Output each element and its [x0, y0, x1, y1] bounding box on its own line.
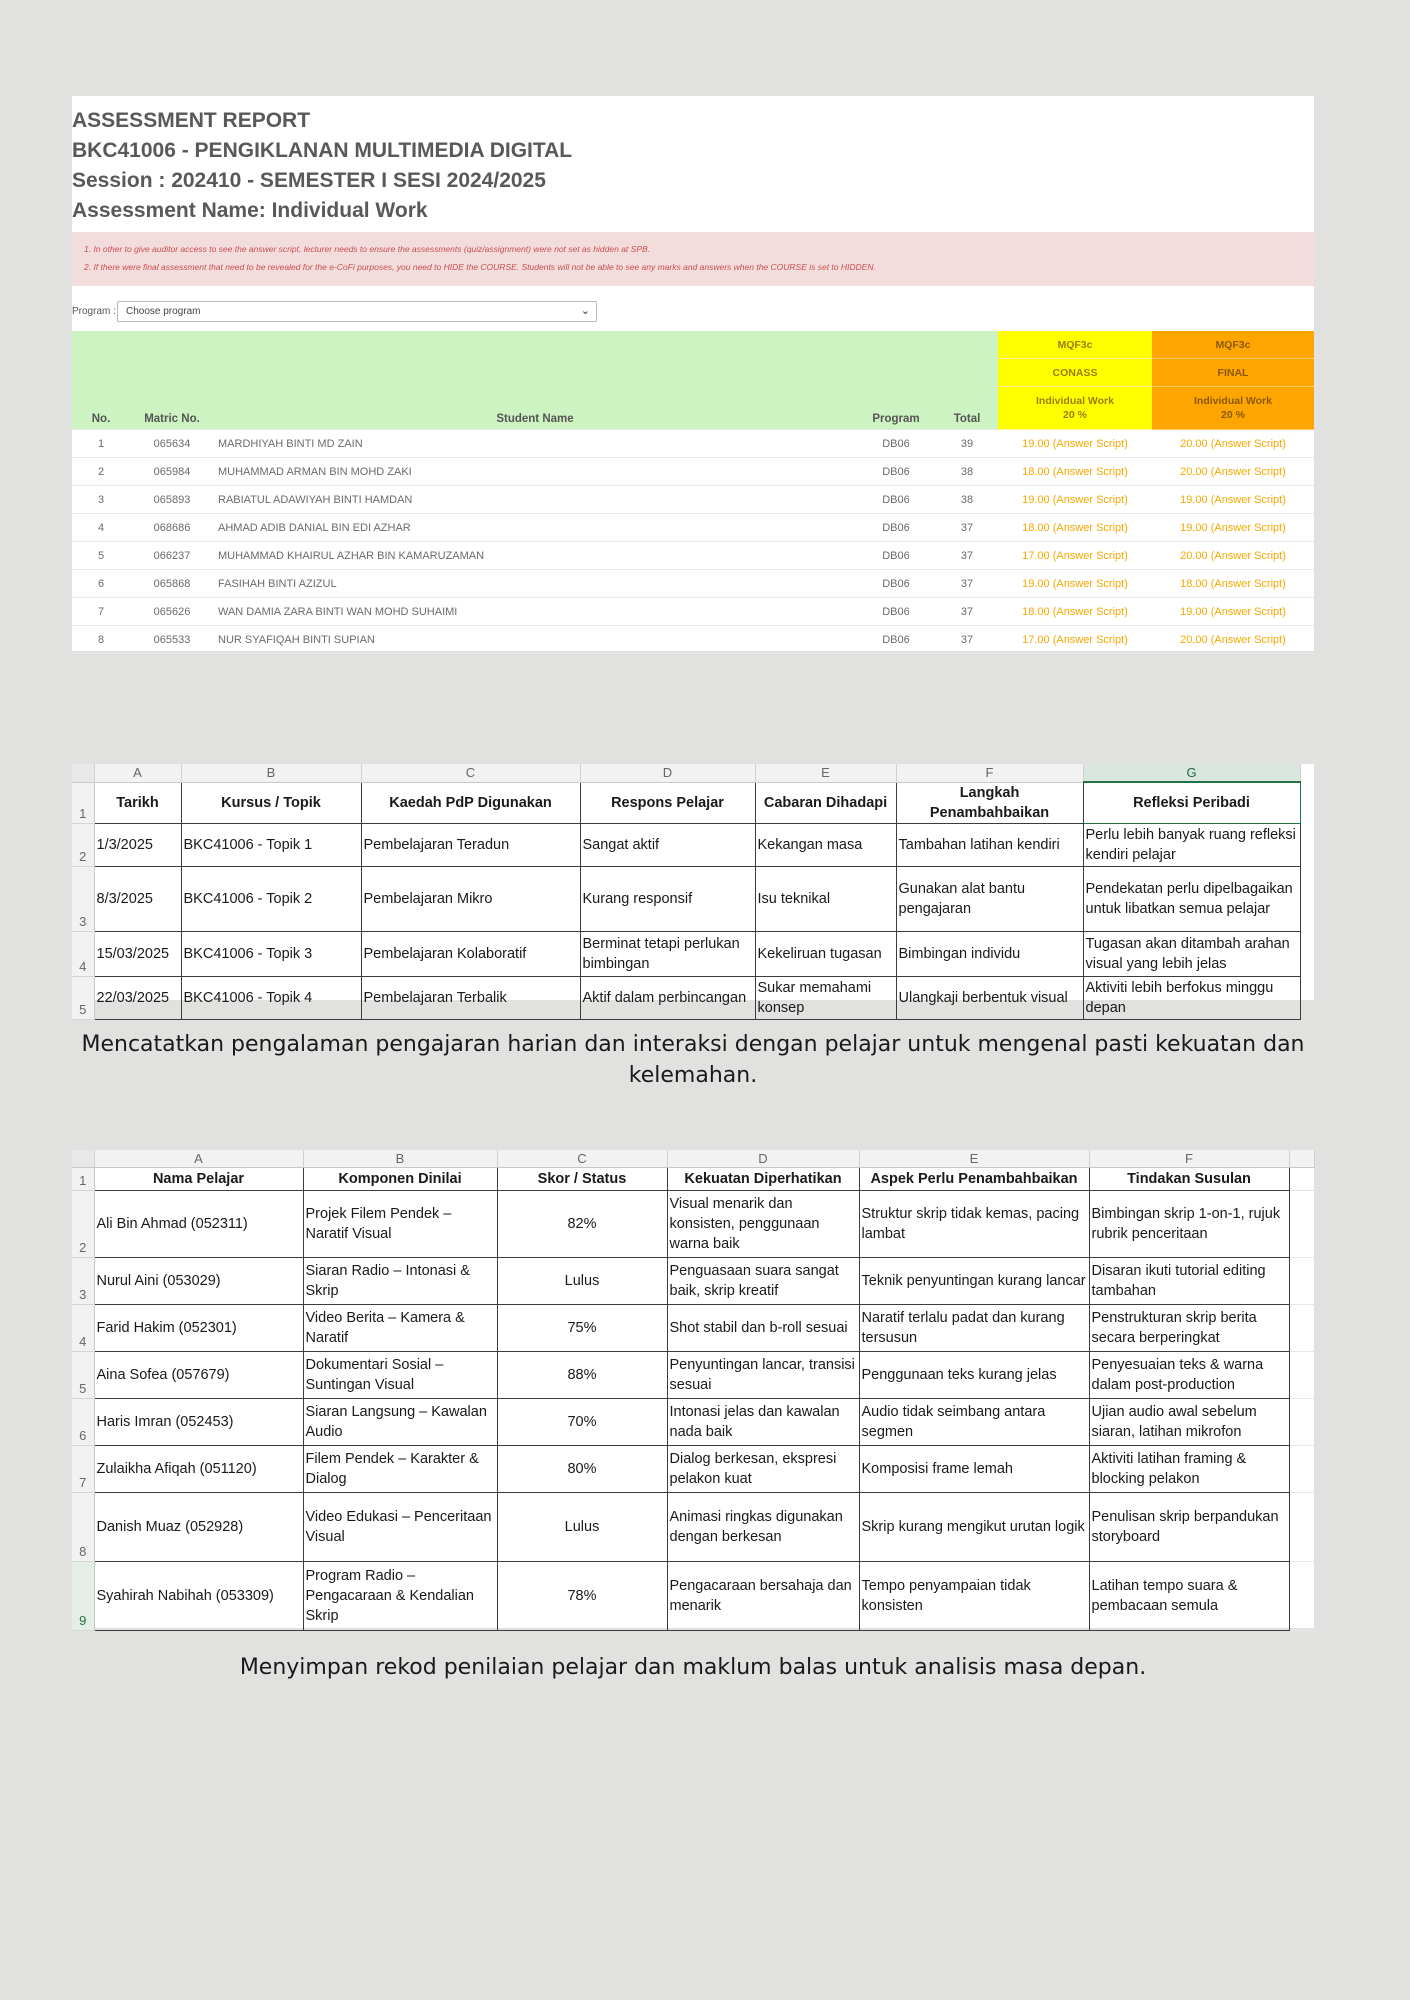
- table-cell[interactable]: Lulus: [497, 1258, 667, 1305]
- row-number: 8: [72, 626, 130, 654]
- answer-script-link[interactable]: 19.00 (Answer Script): [1022, 437, 1128, 450]
- column-letter[interactable]: D: [667, 1150, 859, 1168]
- header-name-label: Student Name: [496, 413, 574, 425]
- program-label: Program :: [72, 306, 116, 317]
- column-header[interactable]: Kursus / Topik: [181, 782, 361, 823]
- column-letter[interactable]: D: [580, 764, 755, 782]
- student-name: AHMAD ADIB DANIAL BIN EDI AZHAR: [214, 514, 856, 542]
- header-pct: 20 %: [1221, 409, 1245, 421]
- score-row: [72, 458, 1314, 486]
- answer-script-link[interactable]: 20.00 (Answer Script): [1180, 465, 1286, 478]
- report-title: ASSESSMENT REPORT: [72, 109, 311, 132]
- answer-script-link[interactable]: 20.00 (Answer Script): [1180, 633, 1286, 646]
- student-name: RABIATUL ADAWIYAH BINTI HAMDAN: [214, 486, 856, 514]
- conass-score: [998, 430, 1152, 458]
- table-cell[interactable]: Perlu lebih banyak ruang refleksi kendiri pelajar: [1083, 823, 1300, 866]
- column-header[interactable]: Langkah Penambahbaikan: [896, 782, 1083, 823]
- table-cell[interactable]: Pengacaraan bersahaja dan menarik: [667, 1562, 859, 1631]
- header-program-label: Program: [872, 413, 920, 425]
- row-number[interactable]: 2: [72, 1191, 94, 1258]
- student-name: MARDHIYAH BINTI MD ZAIN: [214, 430, 856, 458]
- table-cell[interactable]: Pembelajaran Mikro: [361, 866, 580, 931]
- answer-script-link[interactable]: 17.00 (Answer Script): [1022, 549, 1128, 562]
- column-header[interactable]: Aspek Perlu Penambahbaikan: [859, 1168, 1089, 1191]
- table-cell[interactable]: Pembelajaran Kolaboratif: [361, 931, 580, 976]
- column-letter[interactable]: F: [1089, 1150, 1289, 1168]
- table-cell[interactable]: Naratif terlalu padat dan kurang tersusun: [859, 1305, 1089, 1352]
- total-score: 37: [936, 570, 998, 598]
- table-cell[interactable]: Aktiviti latihan framing & blocking pelakon: [1089, 1446, 1289, 1493]
- session-title: Session : 202410 - SEMESTER I SESI 2024/2025: [72, 169, 546, 192]
- header-total-label: Total: [953, 413, 981, 425]
- notice-line: 1. In other to give auditor access to see the answer script, lecturer needs to ensure the assessments (quiz/assignment) were not set as hidden at SPB.: [84, 244, 651, 254]
- data-row: [72, 976, 1300, 1019]
- table-cell[interactable]: Syahirah Nabihah (053309): [94, 1562, 303, 1631]
- header-individual-work-conass: [998, 387, 1152, 430]
- student-name: FASIHAH BINTI AZIZUL: [214, 570, 856, 598]
- answer-script-link[interactable]: 18.00 (Answer Script): [1022, 465, 1128, 478]
- column-letter[interactable]: C: [361, 764, 580, 782]
- header-conass: CONASS: [998, 359, 1152, 387]
- empty-cell[interactable]: [1289, 1352, 1314, 1399]
- student-name: NUR SYAFIQAH BINTI SUPIAN: [214, 626, 856, 654]
- row-number[interactable]: 8: [72, 1493, 94, 1562]
- header-no: [72, 331, 130, 430]
- empty-cell[interactable]: [1289, 1399, 1314, 1446]
- table-cell[interactable]: Pembelajaran Terbalik: [361, 976, 580, 1019]
- table-cell[interactable]: Nurul Aini (053029): [94, 1258, 303, 1305]
- data-row: [72, 1446, 1314, 1493]
- matric-number: 065634: [130, 430, 214, 458]
- table-cell[interactable]: Filem Pendek – Karakter & Dialog: [303, 1446, 497, 1493]
- matric-number: 065984: [130, 458, 214, 486]
- matric-number: 065868: [130, 570, 214, 598]
- row-number: 7: [72, 598, 130, 626]
- notice-line: 2. If there were final assessment that need to be revealed for the e-CoFi purposes, you need to HIDE the COURSE. Students will not be able to see any marks and answers when the COURSE is set to HIDDEN.: [84, 262, 876, 272]
- column-header-row: [72, 764, 1300, 782]
- empty-cell[interactable]: [1289, 1258, 1314, 1305]
- final-score: [1152, 570, 1314, 598]
- answer-script-link[interactable]: 20.00 (Answer Script): [1180, 549, 1286, 562]
- assessment-report: [72, 96, 1314, 651]
- final-score: [1152, 598, 1314, 626]
- program-select[interactable]: [117, 301, 597, 322]
- column-header[interactable]: Respons Pelajar: [580, 782, 755, 823]
- empty-cell[interactable]: [1289, 1562, 1314, 1631]
- table-cell[interactable]: Kekangan masa: [755, 823, 896, 866]
- score-row: [72, 514, 1314, 542]
- score-row: [72, 486, 1314, 514]
- table-cell[interactable]: Dialog berkesan, ekspresi pelakon kuat: [667, 1446, 859, 1493]
- table-cell[interactable]: Penstrukturan skrip berita secara berperingkat: [1089, 1305, 1289, 1352]
- table-cell[interactable]: Ulangkaji berbentuk visual: [896, 976, 1083, 1019]
- row-number: 3: [72, 486, 130, 514]
- program-code: DB06: [856, 458, 936, 486]
- total-score: 38: [936, 458, 998, 486]
- caption-reflection: Mencatatkan pengalaman pengajaran harian dan interaksi dengan pelajar untuk mengenal pasti kekuatan dan kelemahan.: [81, 1032, 1305, 1088]
- empty-cell[interactable]: [1289, 1191, 1314, 1258]
- table-cell[interactable]: Bimbingan individu: [896, 931, 1083, 976]
- course-title: BKC41006 - PENGIKLANAN MULTIMEDIA DIGITAL: [72, 139, 573, 162]
- answer-script-link[interactable]: 18.00 (Answer Script): [1022, 521, 1128, 534]
- select-all-corner[interactable]: [72, 1150, 94, 1168]
- table-cell[interactable]: Penyesuaian teks & warna dalam post-production: [1089, 1352, 1289, 1399]
- total-score: 38: [936, 486, 998, 514]
- table-cell[interactable]: Pendekatan perlu dipelbagaikan untuk libatkan semua pelajar: [1083, 866, 1300, 931]
- data-row: [72, 1493, 1314, 1562]
- program-code: DB06: [856, 430, 936, 458]
- data-row: [72, 1352, 1314, 1399]
- program-code: DB06: [856, 514, 936, 542]
- table-cell[interactable]: Visual menarik dan konsisten, penggunaan warna baik: [667, 1191, 859, 1258]
- row-number[interactable]: 4: [72, 931, 94, 976]
- table-cell[interactable]: Dokumentari Sosial – Suntingan Visual: [303, 1352, 497, 1399]
- reflection-rows: [72, 764, 1300, 1019]
- empty-cell[interactable]: [1289, 1493, 1314, 1562]
- final-score: [1152, 486, 1314, 514]
- table-cell[interactable]: Pembelajaran Teradun: [361, 823, 580, 866]
- evaluation-sheet: [72, 1150, 1314, 1628]
- student-name: MUHAMMAD KHAIRUL AZHAR BIN KAMARUZAMAN: [214, 542, 856, 570]
- row-number[interactable]: 5: [72, 1352, 94, 1399]
- table-cell[interactable]: 82%: [497, 1191, 667, 1258]
- row-number[interactable]: 4: [72, 1305, 94, 1352]
- program-select-value: Choose program: [126, 306, 201, 317]
- column-header[interactable]: Cabaran Dihadapi: [755, 782, 896, 823]
- table-cell[interactable]: 15/03/2025: [94, 931, 181, 976]
- evaluation-table: [72, 1150, 1315, 1631]
- answer-script-link[interactable]: 19.00 (Answer Script): [1022, 493, 1128, 506]
- total-score: 39: [936, 430, 998, 458]
- table-cell[interactable]: Audio tidak seimbang antara segmen: [859, 1399, 1089, 1446]
- table-cell[interactable]: Lulus: [497, 1493, 667, 1562]
- table-cell[interactable]: Penyuntingan lancar, transisi sesuai: [667, 1352, 859, 1399]
- table-cell[interactable]: Program Radio – Pengacaraan & Kendalian Skrip: [303, 1562, 497, 1631]
- matric-number: 066237: [130, 542, 214, 570]
- answer-script-link[interactable]: 18.00 (Answer Script): [1022, 605, 1128, 618]
- column-letter[interactable]: C: [497, 1150, 667, 1168]
- row-number[interactable]: 3: [72, 1258, 94, 1305]
- conass-score: [998, 598, 1152, 626]
- table-cell[interactable]: BKC41006 - Topik 1: [181, 823, 361, 866]
- table-cell[interactable]: Komposisi frame lemah: [859, 1446, 1089, 1493]
- score-table: [72, 331, 1314, 654]
- score-row: [72, 542, 1314, 570]
- header-pct: 20 %: [1063, 409, 1087, 421]
- program-code: DB06: [856, 598, 936, 626]
- header-no-label: No.: [91, 413, 111, 425]
- table-cell[interactable]: BKC41006 - Topik 2: [181, 866, 361, 931]
- column-header[interactable]: Tindakan Susulan: [1089, 1168, 1289, 1191]
- table-cell[interactable]: Kurang responsif: [580, 866, 755, 931]
- header-title: Individual Work: [1036, 395, 1114, 407]
- table-cell[interactable]: Isu teknikal: [755, 866, 896, 931]
- program-code: DB06: [856, 486, 936, 514]
- table-cell[interactable]: 22/03/2025: [94, 976, 181, 1019]
- notice-box: [72, 232, 1314, 286]
- table-cell[interactable]: Aktiviti lebih berfokus minggu depan: [1083, 976, 1300, 1019]
- column-letter-empty[interactable]: [1289, 1150, 1314, 1168]
- header-program: [856, 331, 936, 430]
- conass-score: [998, 486, 1152, 514]
- column-letter[interactable]: E: [755, 764, 896, 782]
- score-row: [72, 430, 1314, 458]
- table-cell[interactable]: Disaran ikuti tutorial editing tambahan: [1089, 1258, 1289, 1305]
- header-final: FINAL: [1152, 359, 1314, 387]
- final-score: [1152, 542, 1314, 570]
- table-cell[interactable]: Video Berita – Kamera & Naratif: [303, 1305, 497, 1352]
- table-cell[interactable]: Penggunaan teks kurang jelas: [859, 1352, 1089, 1399]
- column-letter[interactable]: F: [896, 764, 1083, 782]
- data-row: [72, 1562, 1314, 1631]
- row-number[interactable]: 5: [72, 976, 94, 1019]
- column-header[interactable]: Nama Pelajar: [94, 1168, 303, 1191]
- table-cell[interactable]: Skrip kurang mengikut urutan logik: [859, 1493, 1089, 1562]
- report-header: [72, 106, 572, 226]
- reflection-table: [72, 764, 1301, 1020]
- table-cell[interactable]: 1/3/2025: [94, 823, 181, 866]
- table-cell[interactable]: Berminat tetapi perlukan bimbingan: [580, 931, 755, 976]
- column-letter[interactable]: G: [1083, 764, 1300, 782]
- conass-score: [998, 514, 1152, 542]
- answer-script-link[interactable]: 19.00 (Answer Script): [1180, 521, 1286, 534]
- total-score: 37: [936, 598, 998, 626]
- data-row: [72, 866, 1300, 931]
- table-cell[interactable]: 78%: [497, 1562, 667, 1631]
- score-row: [72, 626, 1314, 654]
- table-cell[interactable]: Kekeliruan tugasan: [755, 931, 896, 976]
- row-number[interactable]: 6: [72, 1399, 94, 1446]
- column-header[interactable]: Skor / Status: [497, 1168, 667, 1191]
- score-rows: [72, 430, 1314, 654]
- answer-script-link[interactable]: 17.00 (Answer Script): [1022, 633, 1128, 646]
- table-cell[interactable]: 88%: [497, 1352, 667, 1399]
- table-cell[interactable]: Ujian audio awal sebelum siaran, latihan mikrofon: [1089, 1399, 1289, 1446]
- header-matric-label: Matric No.: [144, 413, 200, 425]
- final-score: [1152, 514, 1314, 542]
- header-total: [936, 331, 998, 430]
- empty-cell[interactable]: [1289, 1305, 1314, 1352]
- reflection-sheet: [72, 764, 1314, 1017]
- row-number: 2: [72, 458, 130, 486]
- row-number[interactable]: 2: [72, 823, 94, 866]
- header-title: Individual Work: [1194, 395, 1272, 407]
- header-student-name: [214, 331, 856, 430]
- column-letter[interactable]: E: [859, 1150, 1089, 1168]
- column-letter[interactable]: A: [94, 1150, 303, 1168]
- score-row: [72, 570, 1314, 598]
- table-cell[interactable]: Farid Hakim (052301): [94, 1305, 303, 1352]
- column-header[interactable]: Refleksi Peribadi: [1083, 782, 1300, 823]
- answer-script-link[interactable]: 20.00 (Answer Script): [1180, 437, 1286, 450]
- table-cell[interactable]: Zulaikha Afiqah (051120): [94, 1446, 303, 1493]
- table-cell[interactable]: Siaran Radio – Intonasi & Skrip: [303, 1258, 497, 1305]
- header-individual-work-final: [1152, 387, 1314, 430]
- matric-number: 065893: [130, 486, 214, 514]
- row-number[interactable]: 1: [72, 1168, 94, 1191]
- empty-cell[interactable]: [1289, 1168, 1314, 1191]
- table-cell[interactable]: Teknik penyuntingan kurang lancar: [859, 1258, 1089, 1305]
- table-cell[interactable]: 75%: [497, 1305, 667, 1352]
- table-cell[interactable]: BKC41006 - Topik 3: [181, 931, 361, 976]
- data-row: [72, 931, 1300, 976]
- row-number: 5: [72, 542, 130, 570]
- student-name: MUHAMMAD ARMAN BIN MOHD ZAKI: [214, 458, 856, 486]
- table-cell[interactable]: Sangat aktif: [580, 823, 755, 866]
- table-cell[interactable]: BKC41006 - Topik 4: [181, 976, 361, 1019]
- table-cell[interactable]: 8/3/2025: [94, 866, 181, 931]
- table-cell[interactable]: Intonasi jelas dan kawalan nada baik: [667, 1399, 859, 1446]
- total-score: 37: [936, 514, 998, 542]
- row-number: 1: [72, 430, 130, 458]
- table-cell[interactable]: Aina Sofea (057679): [94, 1352, 303, 1399]
- column-header[interactable]: Tarikh: [94, 782, 181, 823]
- table-cell[interactable]: Ali Bin Ahmad (052311): [94, 1191, 303, 1258]
- table-cell[interactable]: Penguasaan suara sangat baik, skrip kreatif: [667, 1258, 859, 1305]
- matric-number: 065626: [130, 598, 214, 626]
- column-header-row: [72, 1150, 1314, 1168]
- empty-cell[interactable]: [1289, 1446, 1314, 1493]
- table-cell[interactable]: 70%: [497, 1399, 667, 1446]
- total-score: 37: [936, 542, 998, 570]
- row-number: 4: [72, 514, 130, 542]
- header-mqf-final: MQF3c: [1152, 331, 1314, 359]
- conass-score: [998, 570, 1152, 598]
- program-code: DB06: [856, 542, 936, 570]
- header-mqf-conass: MQF3c: [998, 331, 1152, 359]
- column-letter[interactable]: A: [94, 764, 181, 782]
- assessment-name: Assessment Name: Individual Work: [72, 199, 428, 222]
- table-cell[interactable]: Haris Imran (052453): [94, 1399, 303, 1446]
- table-cell[interactable]: Bimbingan skrip 1-on-1, rujuk rubrik penceritaan: [1089, 1191, 1289, 1258]
- header-row: [72, 782, 1300, 823]
- select-all-corner[interactable]: [72, 764, 94, 782]
- final-score: [1152, 458, 1314, 486]
- row-number[interactable]: 7: [72, 1446, 94, 1493]
- answer-script-link[interactable]: 19.00 (Answer Script): [1180, 605, 1286, 618]
- table-cell[interactable]: Latihan tempo suara & pembacaan semula: [1089, 1562, 1289, 1631]
- table-cell[interactable]: Video Edukasi – Penceritaan Visual: [303, 1493, 497, 1562]
- table-cell[interactable]: Sukar memahami konsep: [755, 976, 896, 1019]
- table-cell[interactable]: Gunakan alat bantu pengajaran: [896, 866, 1083, 931]
- table-cell[interactable]: Aktif dalam perbincangan: [580, 976, 755, 1019]
- table-cell[interactable]: Struktur skrip tidak kemas, pacing lambat: [859, 1191, 1089, 1258]
- final-score: [1152, 626, 1314, 654]
- row-number[interactable]: 3: [72, 866, 94, 931]
- data-row: [72, 1191, 1314, 1258]
- matric-number: 065533: [130, 626, 214, 654]
- row-number[interactable]: 1: [72, 782, 94, 823]
- table-cell[interactable]: Shot stabil dan b-roll sesuai: [667, 1305, 859, 1352]
- score-row: [72, 598, 1314, 626]
- data-row: [72, 1258, 1314, 1305]
- table-cell[interactable]: Siaran Langsung – Kawalan Audio: [303, 1399, 497, 1446]
- conass-score: [998, 542, 1152, 570]
- header-matric: [130, 331, 214, 430]
- answer-script-link[interactable]: 19.00 (Answer Script): [1180, 493, 1286, 506]
- table-cell[interactable]: Projek Filem Pendek – Naratif Visual: [303, 1191, 497, 1258]
- data-row: [72, 823, 1300, 866]
- conass-score: [998, 626, 1152, 654]
- column-header[interactable]: Komponen Dinilai: [303, 1168, 497, 1191]
- caption-evaluation: Menyimpan rekod penilaian pelajar dan maklum balas untuk analisis masa depan.: [239, 1655, 1147, 1680]
- chevron-down-icon: ⌄: [580, 304, 590, 317]
- final-score: [1152, 430, 1314, 458]
- answer-script-link[interactable]: 19.00 (Answer Script): [1022, 577, 1128, 590]
- student-name: WAN DAMIA ZARA BINTI WAN MOHD SUHAIMI: [214, 598, 856, 626]
- total-score: 37: [936, 626, 998, 654]
- column-header[interactable]: Kaedah PdP Digunakan: [361, 782, 580, 823]
- table-cell[interactable]: Danish Muaz (052928): [94, 1493, 303, 1562]
- table-cell[interactable]: Tugasan akan ditambah arahan visual yang lebih jelas: [1083, 931, 1300, 976]
- program-code: DB06: [856, 570, 936, 598]
- column-letter[interactable]: B: [303, 1150, 497, 1168]
- row-number: 6: [72, 570, 130, 598]
- conass-score: [998, 458, 1152, 486]
- row-number[interactable]: 9: [72, 1562, 94, 1631]
- data-row: [72, 1305, 1314, 1352]
- table-cell[interactable]: Penulisan skrip berpandukan storyboard: [1089, 1493, 1289, 1562]
- matric-number: 068686: [130, 514, 214, 542]
- table-cell[interactable]: Tambahan latihan kendiri: [896, 823, 1083, 866]
- data-row: [72, 1399, 1314, 1446]
- column-letter[interactable]: B: [181, 764, 361, 782]
- column-header[interactable]: Kekuatan Diperhatikan: [667, 1168, 859, 1191]
- evaluation-rows: [72, 1150, 1314, 1631]
- table-cell[interactable]: Animasi ringkas digunakan dengan berkesan: [667, 1493, 859, 1562]
- header-row: [72, 1168, 1314, 1191]
- answer-script-link[interactable]: 18.00 (Answer Script): [1180, 577, 1286, 590]
- program-code: DB06: [856, 626, 936, 654]
- table-cell[interactable]: Tempo penyampaian tidak konsisten: [859, 1562, 1089, 1631]
- table-cell[interactable]: 80%: [497, 1446, 667, 1493]
